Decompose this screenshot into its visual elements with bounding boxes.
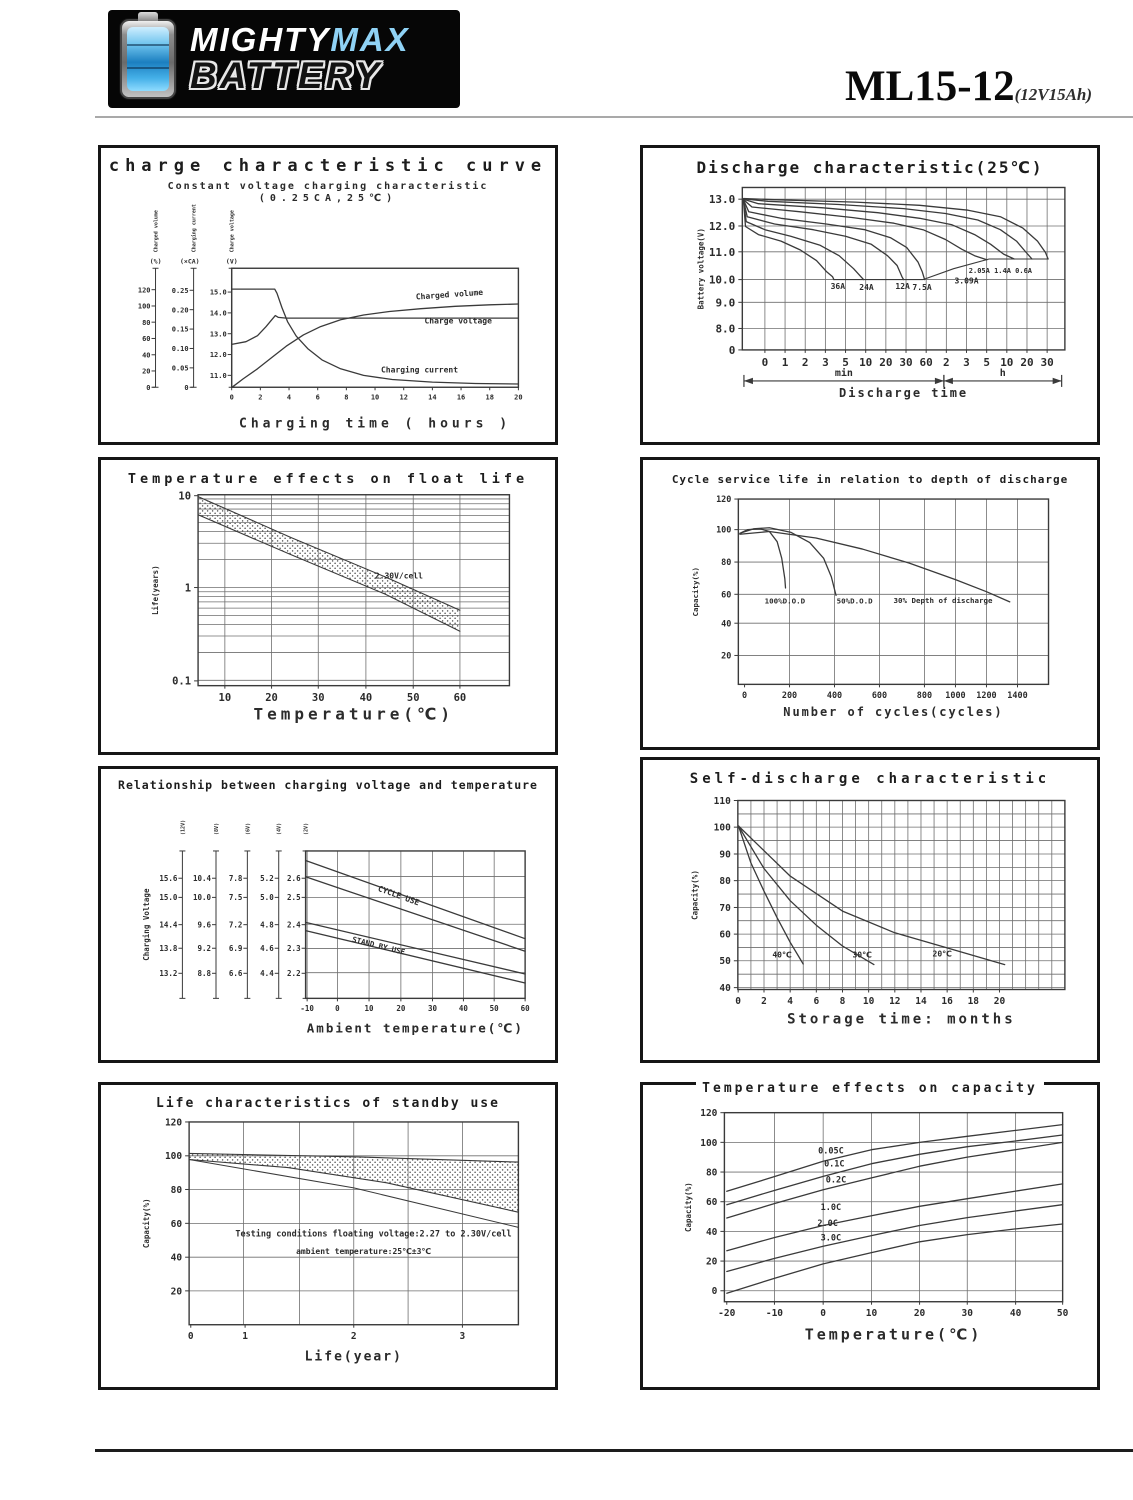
svg-text:14: 14 — [915, 996, 927, 1007]
svg-text:0.05: 0.05 — [171, 364, 189, 373]
chart-title: Self-discharge characteristic — [689, 771, 1051, 787]
svg-text:30: 30 — [427, 1003, 437, 1013]
svg-text:40℃: 40℃ — [772, 950, 792, 960]
svg-text:2: 2 — [258, 393, 263, 402]
discharge-characteristic-chart — [646, 177, 1094, 439]
svg-text:Number of cycles(cycles): Number of cycles(cycles) — [783, 705, 1004, 720]
svg-text:20: 20 — [396, 1003, 406, 1013]
panel-float-life — [98, 457, 558, 755]
svg-text:9.0: 9.0 — [715, 296, 736, 310]
svg-text:100: 100 — [164, 1151, 183, 1163]
svg-text:40: 40 — [705, 1226, 718, 1238]
svg-text:13.8: 13.8 — [159, 943, 178, 953]
svg-text:120: 120 — [716, 494, 732, 505]
svg-text:40: 40 — [721, 618, 732, 629]
svg-text:(6V): (6V) — [245, 822, 252, 835]
brand-word-mighty: MIGHTY — [190, 21, 331, 59]
svg-text:60: 60 — [721, 589, 732, 600]
svg-text:(4V): (4V) — [276, 822, 283, 835]
charging-voltage-temperature-chart — [104, 792, 552, 1060]
svg-text:15.0: 15.0 — [209, 288, 227, 297]
svg-text:2: 2 — [350, 1331, 357, 1343]
svg-text:Life(year): Life(year) — [304, 1349, 403, 1365]
svg-text:Ambient temperature(℃): Ambient temperature(℃) — [306, 1020, 524, 1036]
svg-text:12.0: 12.0 — [708, 219, 736, 233]
brand-word-max: MAX — [330, 21, 410, 59]
svg-text:30: 30 — [1040, 355, 1054, 369]
svg-text:0.15: 0.15 — [171, 325, 189, 334]
svg-text:15.0: 15.0 — [159, 892, 178, 902]
svg-text:Capacity(%): Capacity(%) — [683, 1182, 693, 1233]
svg-text:60: 60 — [919, 355, 933, 369]
svg-text:8: 8 — [344, 393, 349, 402]
temperature-capacity-chart — [646, 1096, 1094, 1374]
svg-text:7.5A: 7.5A — [912, 282, 932, 292]
svg-text:80: 80 — [142, 318, 151, 327]
svg-text:200: 200 — [781, 689, 798, 700]
svg-text:18: 18 — [485, 393, 494, 402]
model-code: ML15-12 — [845, 63, 1015, 110]
svg-text:min: min — [834, 367, 853, 379]
svg-text:10: 10 — [178, 490, 192, 503]
chart-title: Temperature effects on float life — [127, 471, 529, 487]
svg-text:Capacity(%): Capacity(%) — [691, 566, 701, 617]
svg-text:14.0: 14.0 — [209, 309, 227, 318]
svg-text:2.2: 2.2 — [287, 968, 301, 978]
svg-text:16: 16 — [941, 996, 953, 1007]
svg-text:12: 12 — [399, 393, 408, 402]
model-spec: (12V15Ah) — [1014, 85, 1093, 104]
svg-text:30: 30 — [311, 692, 325, 705]
svg-text:14.4: 14.4 — [159, 920, 178, 930]
svg-text:Storage time: months: Storage time: months — [787, 1011, 1016, 1028]
svg-text:80: 80 — [170, 1184, 183, 1196]
svg-text:4.8: 4.8 — [260, 920, 274, 930]
svg-text:50: 50 — [719, 956, 731, 968]
brand-line2: BATTERY — [190, 54, 383, 96]
svg-text:30℃: 30℃ — [852, 950, 872, 960]
svg-text:11.0: 11.0 — [708, 245, 736, 259]
svg-text:9.6: 9.6 — [197, 920, 211, 930]
svg-text:1: 1 — [781, 355, 789, 369]
svg-text:100: 100 — [700, 1137, 718, 1149]
svg-text:4: 4 — [787, 996, 794, 1007]
svg-text:4: 4 — [286, 393, 292, 402]
svg-text:h: h — [999, 367, 1006, 379]
svg-text:20: 20 — [170, 1286, 183, 1298]
svg-text:(V): (V) — [225, 257, 238, 266]
svg-text:-10: -10 — [300, 1003, 314, 1013]
svg-text:Charge voltage: Charge voltage — [229, 210, 236, 253]
svg-text:20: 20 — [514, 393, 523, 402]
svg-text:13.0: 13.0 — [209, 330, 227, 339]
svg-text:50%D.O.D: 50%D.O.D — [836, 596, 873, 606]
svg-text:0: 0 — [335, 1003, 340, 1013]
svg-text:(%): (%) — [149, 257, 162, 266]
svg-text:30: 30 — [961, 1308, 973, 1320]
svg-text:90: 90 — [719, 849, 731, 861]
svg-text:7.5: 7.5 — [228, 892, 243, 902]
svg-text:(12V): (12V) — [180, 819, 187, 835]
svg-text:0: 0 — [761, 355, 769, 369]
svg-text:20: 20 — [705, 1256, 718, 1268]
svg-text:10: 10 — [1000, 355, 1014, 369]
svg-text:10: 10 — [862, 996, 875, 1007]
svg-text:20℃: 20℃ — [932, 949, 952, 959]
svg-text:Discharge time: Discharge time — [839, 385, 969, 400]
svg-text:60: 60 — [705, 1197, 718, 1209]
svg-text:7.8: 7.8 — [228, 873, 243, 883]
svg-text:12: 12 — [889, 996, 901, 1007]
svg-text:36A: 36A — [830, 282, 846, 291]
svg-text:2.5: 2.5 — [287, 892, 301, 902]
brand-line1 — [190, 23, 410, 57]
svg-text:0: 0 — [229, 393, 234, 402]
svg-text:60: 60 — [142, 335, 151, 344]
svg-text:20: 20 — [879, 355, 893, 369]
svg-text:(×CA): (×CA) — [180, 257, 200, 266]
svg-text:0: 0 — [146, 383, 151, 392]
svg-text:50: 50 — [1056, 1308, 1069, 1320]
svg-text:2.6: 2.6 — [287, 873, 301, 883]
svg-text:20: 20 — [265, 692, 278, 705]
svg-text:Charging time ( hours ): Charging time ( hours ) — [239, 416, 512, 432]
svg-text:10.0: 10.0 — [192, 892, 211, 902]
chart-subtitle: Constant voltage charging characteristic — [167, 181, 489, 192]
svg-text:4.6: 4.6 — [260, 943, 274, 953]
svg-text:Battery voltage(V): Battery voltage(V) — [696, 228, 706, 310]
svg-text:Testing conditions floating vo: Testing conditions floating voltage:2.27 to 2.30V/cell — [235, 1229, 512, 1240]
chart-title: Life characteristics of standby use — [156, 1096, 500, 1111]
svg-text:6.9: 6.9 — [228, 943, 243, 953]
svg-text:1.0C: 1.0C — [820, 1203, 842, 1213]
svg-text:120: 120 — [137, 286, 151, 295]
panel-charge-characteristic — [98, 145, 558, 445]
panel-cycle-service-life — [640, 457, 1100, 750]
svg-text:3: 3 — [822, 355, 829, 369]
svg-text:3: 3 — [963, 355, 970, 369]
svg-text:18: 18 — [967, 996, 980, 1007]
svg-text:600: 600 — [871, 689, 888, 700]
svg-text:13.2: 13.2 — [159, 968, 178, 978]
svg-text:10.4: 10.4 — [192, 873, 211, 883]
svg-text:50: 50 — [489, 1003, 499, 1013]
svg-text:30% Depth of discharge: 30% Depth of discharge — [893, 595, 993, 605]
svg-text:3.0C: 3.0C — [820, 1233, 842, 1244]
svg-text:10: 10 — [370, 393, 380, 402]
svg-text:2: 2 — [943, 355, 950, 369]
svg-text:Capacity(%): Capacity(%) — [141, 1198, 151, 1249]
svg-text:40: 40 — [1009, 1308, 1022, 1320]
svg-text:60: 60 — [170, 1218, 183, 1230]
svg-text:100: 100 — [137, 302, 151, 311]
svg-text:1400: 1400 — [1007, 689, 1028, 700]
svg-text:6: 6 — [315, 393, 320, 402]
chart-title: Cycle service life in relation to depth of discharge — [671, 473, 1069, 486]
svg-text:8: 8 — [839, 996, 846, 1007]
svg-text:8.8: 8.8 — [197, 968, 211, 978]
svg-text:2.05A 1.4A 0.6A: 2.05A 1.4A 0.6A — [968, 267, 1033, 276]
chart-title: charge characteristic curve — [108, 156, 548, 176]
svg-text:0.10: 0.10 — [171, 345, 189, 354]
svg-text:70: 70 — [719, 902, 731, 914]
svg-text:40: 40 — [458, 1003, 468, 1013]
svg-text:5: 5 — [842, 355, 849, 369]
svg-text:12A: 12A — [895, 282, 910, 291]
svg-text:7.2: 7.2 — [228, 920, 243, 930]
svg-text:Charged volume: Charged volume — [153, 210, 160, 253]
svg-text:1: 1 — [242, 1331, 248, 1343]
header-rule — [95, 116, 1133, 118]
svg-text:10: 10 — [364, 1003, 374, 1013]
panel-self-discharge — [640, 757, 1100, 1063]
svg-text:0: 0 — [742, 689, 748, 700]
svg-text:0.2C: 0.2C — [825, 1175, 847, 1186]
svg-text:Temperature(℃): Temperature(℃) — [804, 1325, 983, 1344]
svg-text:13.0: 13.0 — [708, 193, 736, 207]
svg-text:100: 100 — [713, 822, 731, 834]
svg-text:20: 20 — [993, 996, 1006, 1007]
svg-text:(8V): (8V) — [214, 822, 220, 835]
charge-characteristic-chart — [104, 204, 552, 442]
svg-text:20: 20 — [721, 650, 732, 661]
svg-text:2: 2 — [761, 996, 767, 1007]
svg-text:24A: 24A — [859, 282, 874, 292]
svg-text:0.1C: 0.1C — [824, 1159, 845, 1170]
svg-text:120: 120 — [700, 1108, 718, 1120]
chart-title: Discharge characteristic(25℃) — [696, 158, 1044, 177]
svg-text:2: 2 — [801, 355, 809, 369]
svg-text:9.2: 9.2 — [197, 943, 211, 953]
svg-text:80: 80 — [705, 1167, 718, 1179]
float-life-chart — [104, 487, 552, 745]
svg-text:(2V): (2V) — [303, 822, 310, 835]
svg-text:5: 5 — [983, 355, 990, 369]
svg-text:14: 14 — [428, 393, 437, 402]
svg-text:-10: -10 — [765, 1308, 784, 1320]
svg-text:20: 20 — [1020, 355, 1034, 369]
svg-text:1200: 1200 — [976, 689, 997, 700]
svg-text:80: 80 — [721, 557, 732, 568]
svg-text:Charge voltage: Charge voltage — [424, 316, 492, 326]
panel-temperature-capacity — [640, 1082, 1100, 1390]
svg-text:10: 10 — [218, 692, 232, 705]
svg-text:4.4: 4.4 — [260, 968, 274, 978]
svg-text:60: 60 — [719, 929, 731, 941]
svg-text:80: 80 — [719, 876, 731, 888]
svg-text:5.2: 5.2 — [260, 873, 274, 883]
svg-text:400: 400 — [826, 689, 843, 700]
svg-text:10: 10 — [859, 355, 873, 369]
svg-text:Charging Voltage: Charging Voltage — [141, 888, 151, 961]
svg-text:50: 50 — [406, 692, 420, 705]
svg-text:20: 20 — [913, 1308, 926, 1320]
brand-text — [190, 23, 410, 94]
svg-text:10: 10 — [865, 1308, 878, 1320]
svg-text:40: 40 — [142, 351, 151, 360]
svg-text:2.4: 2.4 — [287, 920, 301, 930]
svg-text:2.30V/cell: 2.30V/cell — [374, 571, 423, 581]
svg-text:Capacity(%): Capacity(%) — [690, 870, 700, 920]
svg-text:20: 20 — [142, 367, 151, 376]
model-number — [845, 62, 1092, 111]
svg-text:Charged volume: Charged volume — [415, 287, 484, 302]
svg-text:0: 0 — [184, 383, 189, 392]
svg-text:0: 0 — [820, 1308, 827, 1320]
svg-text:60: 60 — [520, 1003, 530, 1013]
svg-text:16: 16 — [456, 393, 466, 402]
svg-text:15.6: 15.6 — [159, 873, 178, 883]
svg-text:0.20: 0.20 — [171, 306, 189, 315]
svg-text:Life(years): Life(years) — [150, 565, 160, 616]
svg-text:0: 0 — [728, 343, 736, 357]
svg-text:STAND BY USE: STAND BY USE — [351, 934, 406, 957]
chart-title: Temperature effects on capacity — [696, 1081, 1044, 1096]
svg-text:0.1: 0.1 — [172, 675, 192, 688]
svg-text:1: 1 — [184, 582, 192, 595]
svg-text:120: 120 — [164, 1117, 183, 1129]
svg-text:10.0: 10.0 — [708, 273, 736, 287]
panel-standby-life — [98, 1082, 558, 1390]
svg-text:ambient temperature:25℃±3℃: ambient temperature:25℃±3℃ — [296, 1246, 432, 1256]
self-discharge-chart — [646, 787, 1094, 1057]
standby-life-chart — [104, 1111, 552, 1385]
svg-text:3: 3 — [459, 1331, 466, 1343]
svg-text:0.05C: 0.05C — [818, 1146, 844, 1157]
panel-charging-voltage-temperature — [98, 766, 558, 1063]
svg-text:8.0: 8.0 — [715, 322, 736, 336]
svg-text:40: 40 — [719, 983, 731, 995]
svg-text:40: 40 — [359, 692, 373, 705]
battery-icon — [120, 19, 176, 99]
cycle-service-life-chart — [646, 486, 1094, 747]
svg-text:0: 0 — [735, 996, 742, 1007]
svg-text:60: 60 — [453, 692, 467, 705]
svg-text:100%D.O.D: 100%D.O.D — [764, 596, 806, 606]
svg-text:12.0: 12.0 — [209, 351, 227, 360]
svg-text:1000: 1000 — [945, 689, 966, 700]
svg-text:0: 0 — [187, 1331, 194, 1343]
svg-text:0.25: 0.25 — [171, 286, 189, 295]
svg-text:40: 40 — [170, 1252, 183, 1264]
footer-rule — [95, 1449, 1133, 1452]
svg-text:30: 30 — [899, 355, 913, 369]
svg-text:110: 110 — [713, 795, 731, 807]
svg-text:0: 0 — [711, 1286, 718, 1298]
svg-text:100: 100 — [716, 524, 732, 535]
svg-text:2.0C: 2.0C — [817, 1219, 838, 1230]
svg-text:5.0: 5.0 — [260, 892, 274, 902]
svg-text:2.3: 2.3 — [287, 943, 301, 953]
chart-subtitle-2: (0.25CA,25℃) — [258, 193, 398, 204]
brand-logo — [108, 10, 460, 108]
chart-title: Relationship between charging voltage and temperature — [118, 778, 538, 792]
svg-text:6: 6 — [813, 996, 820, 1007]
svg-text:Temperature(℃): Temperature(℃) — [253, 704, 455, 724]
svg-text:6.6: 6.6 — [228, 968, 243, 978]
svg-text:CYCLE USE: CYCLE USE — [376, 884, 421, 908]
svg-text:-20: -20 — [718, 1308, 736, 1320]
svg-text:Charging current: Charging current — [191, 204, 198, 253]
svg-text:3.09A: 3.09A — [954, 276, 979, 286]
svg-text:Charging current: Charging current — [380, 365, 459, 375]
svg-text:11.0: 11.0 — [209, 371, 227, 380]
panel-discharge-characteristic — [640, 145, 1100, 445]
svg-text:800: 800 — [916, 689, 933, 700]
